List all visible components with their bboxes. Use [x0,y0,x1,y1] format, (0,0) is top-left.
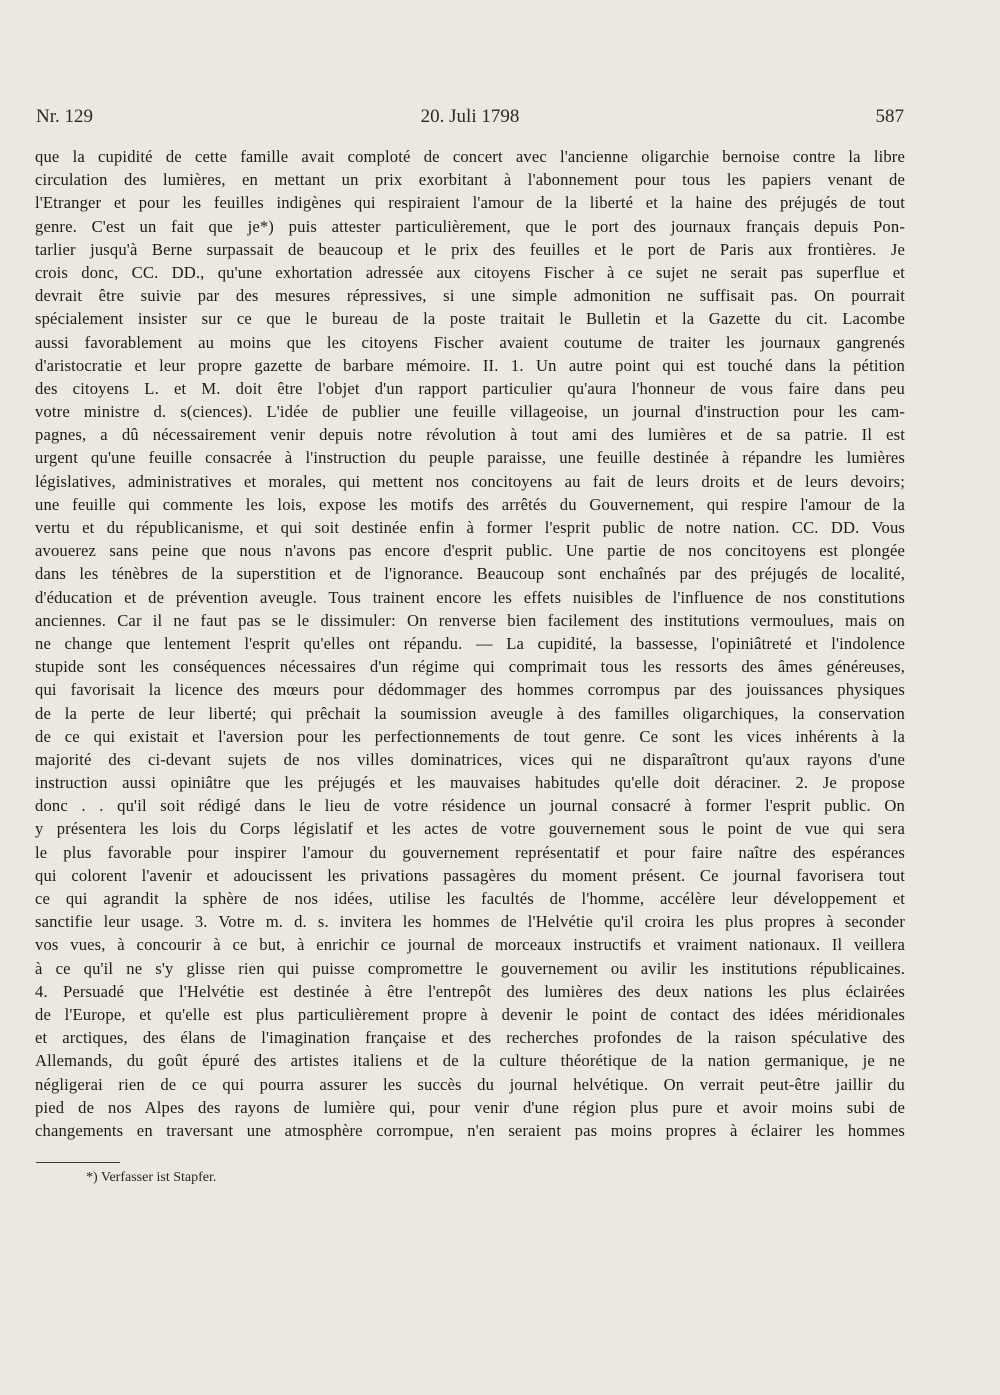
text-line: votre ministre d. s(ciences). L'idée de publier une feuille villageoise, un journal d'instruction pour les cam- [35,402,905,422]
text-line: des citoyens L. et M. doit être l'objet d'un rapport particulier qu'aura l'honneur de vous faire dans peu [35,378,905,398]
text-line: qui favorisait la licence des mœurs pour dédommager des hommes corrompus par des jouissances physiques [35,680,905,700]
text-line: ne change que lentement l'esprit qu'elles ont répandu. — La cupidité, la bassesse, l'opiniâtreté et l'indolence [35,633,905,653]
text-line: d'aristocratie et leur propre gazette de barbare mémoire. II. 1. Un autre point qui est touché dans la pétition [35,355,905,375]
text-line: que la cupidité de cette famille avait comploté de concert avec l'ancienne oligarchie bernoise contre la libre [35,147,905,166]
text-line: y présentera les lois du Corps législatif et les actes de votre gouvernement sous le point de vue qui sera [35,819,905,839]
text-line: une feuille qui commente les lois, expose les motifs des arrêtés du Gouvernement, qui respire l'amour de la [35,494,905,514]
text-line: crois donc, CC. DD., qu'une exhortation adressée aux citoyens Fischer à ce sujet ne serait pas superflue et [35,262,905,282]
text-line: dans les ténèbres de la superstition et de l'ignorance. Beaucoup sont enchaînés par des préjugés de localité, [35,564,905,584]
text-line: législatives, administratives et morales, qui mettent nos concitoyens au fait de leurs droits et de leurs devoirs; [35,471,905,491]
footnote: *) Verfasser ist Stapfer. [86,1170,217,1185]
text-line: instruction aussi opiniâtre que les préjugés et les mauvaises habitudes qu'elle doit déraciner. 2. Je propose [35,773,905,793]
text-line: de la perte de leur liberté; qui prêchait la soumission aveugle à des familles oligarchiques, la conservation [35,703,905,723]
text-line: vos vues, à concourir à ce but, à enrichir ce journal de morceaux instructifs et vraiment nationaux. Il veillera [35,935,905,955]
issue-number: Nr. 129 [36,106,93,127]
text-line: de l'Europe, et qu'elle est plus particulièrement propre à devenir le point de contact des idées méridionales [35,1004,905,1024]
text-line: devrait être suivie par des mesures répressives, si une simple admonition ne suffisait pas. On pourrait [35,286,905,306]
text-line: pagnes, a dû nécessairement venir depuis notre révolution à tout ami des lumières et de sa patrie. Il est [35,425,905,445]
text-line: négligerai rien de ce qui pourra assurer les succès du journal helvétique. On verrait peut-être jaillir du [35,1074,905,1094]
text-line: ce qui agrandit la sphère de nos idées, utilise les facultés de l'homme, accélère leur développement et [35,889,905,908]
text-line: qui colorent l'avenir et adoucissent les privations passagères du moment présent. Ce journal favorisera tout [35,865,905,885]
text-line: tarlier jusqu'à Berne surpassait de beaucoup et le prix des feuilles et le port de Paris aux frontières. Je [35,239,905,259]
text-line: le plus favorable pour inspirer l'amour du gouvernement représentatif et pour faire naître des espérances [35,842,905,862]
text-line: l'Etranger et pour les feuilles indigènes qui respiraient l'amour de la liberté et la haine des préjugés de tout [35,193,905,213]
text-line: 4. Persuadé que l'Helvétie est destinée à être l'entrepôt des lumières des deux nations les plus éclairées [35,981,905,1001]
text-line: stupide sont les conséquences nécessaires d'un régime qui comprimait tous les ressorts des âmes généreuses, [35,657,905,677]
text-line: anciennes. Car il ne faut pas se le dissimuler: On renverse bien facilement des institutions vermoulues, mais on [35,610,905,630]
text-line: urgent qu'une feuille consacrée à l'instruction du peuple paraisse, une feuille destinée à répandre les lumières [35,448,905,468]
footnote-divider [36,1162,120,1163]
page-number: 587 [875,106,904,127]
text-line: sanctifie leur usage. 3. Votre m. d. s. invitera les hommes de l'Helvétie qu'il croira les plus propres à seconder [35,912,905,932]
text-line: d'éducation et de prévention aveugle. Tous trainent encore les effets nuisibles de l'influence de nos constitutions [35,587,905,607]
text-line: donc . . qu'il soit rédigé dans le lieu de votre résidence un journal consacré à former l'esprit public. On [35,796,905,816]
body-text [35,145,905,1142]
text-line: vertu et du républicanisme, et qui soit destinée enfin à former l'esprit public de notre nation. CC. DD. Vous [35,518,905,537]
text-line: majorité des ci-devant sujets de nos villes dominatrices, vices qui ne disparaîtront qu'aux rayons d'une [35,749,905,769]
text-line: de ce qui existait et l'aversion pour les perfectionnements de tout genre. Ce sont les vices inhérents à la [35,726,905,746]
text-line: avouerez sans peine que nous n'avons pas encore d'esprit public. Une partie de nos concitoyens est plongée [35,541,905,561]
text-line: changements en traversant une atmosphère corrompue, n'en seraient pas moins propres à éclairer les hommes [35,1120,905,1140]
text-line: spécialement insister sur ce que le bureau de la poste traitait le Bulletin et la Gazette du cit. Lacombe [35,309,905,329]
text-line: genre. C'est un fait que je*) puis attester particulièrement, que le port des journaux français depuis Pon- [35,216,905,236]
text-line: à ce qu'il ne s'y glisse rien qui puisse compromettre le gouvernement ou avilir les institutions républicaines. [35,958,905,978]
text-line: pied de nos Alpes des rayons de lumière qui, pour venir d'une région plus pure et avoir moins subi de [35,1097,905,1117]
text-line: Allemands, du goût épuré des artistes italiens et de la culture théorétique de la nation germanique, je ne [35,1051,905,1071]
text-line: aussi favorablement au moins que les citoyens Fischer avaient coutume de traiter les journaux gangrenés [35,332,905,352]
text-line: circulation des lumières, en mettant un prix exorbitant à l'abonnement pour tous les papiers venant de [35,170,905,190]
text-line: et arctiques, des élans de l'imagination française et des recherches profondes de la raison spéculative des [35,1028,905,1048]
issue-date: 20. Juli 1798 [420,106,520,127]
page-header [36,106,904,132]
